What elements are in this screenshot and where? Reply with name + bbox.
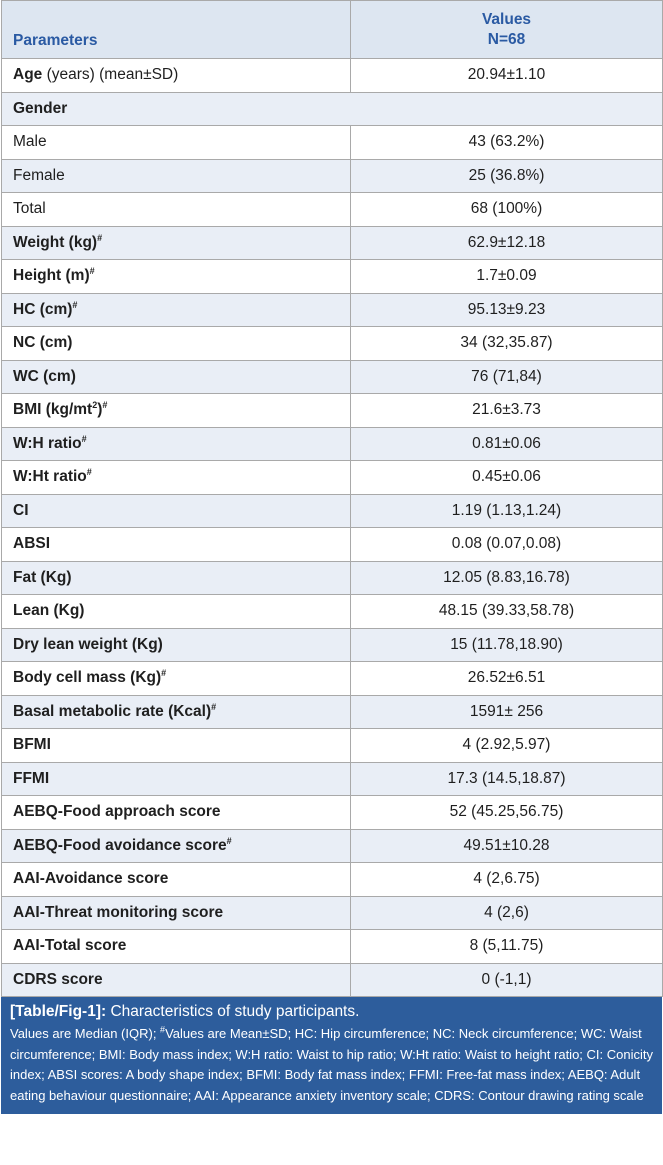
value-cell: 21.6±3.73	[351, 394, 663, 428]
value-cell: 15 (11.78,18.90)	[351, 628, 663, 662]
parameter-cell	[2, 528, 351, 562]
parameter-cell	[2, 796, 351, 830]
caption-notes-part1: Values are Median (IQR);	[10, 1026, 161, 1041]
parameter-label: Dry lean weight (Kg)	[13, 635, 163, 653]
parameter-label: Total	[13, 200, 46, 218]
parameter-cell	[2, 360, 351, 394]
table-row	[2, 762, 663, 796]
table-row	[2, 796, 663, 830]
parameter-cell	[2, 226, 351, 260]
mean-sd-marker: #	[97, 232, 103, 243]
parameter-label: BMI (kg/mt	[13, 401, 93, 419]
value-cell: 43 (63.2%)	[351, 126, 663, 160]
table-row	[2, 829, 663, 863]
parameter-cell	[2, 762, 351, 796]
parameter-cell	[2, 293, 351, 327]
table-row	[2, 494, 663, 528]
header-parameters: Parameters	[2, 1, 351, 59]
parameter-label: AAI-Total score	[13, 937, 127, 955]
parameter-cell	[2, 561, 351, 595]
parameter-label: WC (cm)	[13, 367, 76, 385]
value-cell: 68 (100%)	[351, 193, 663, 227]
parameter-cell	[2, 896, 351, 930]
value-cell: 17.3 (14.5,18.87)	[351, 762, 663, 796]
value-cell: 1.19 (1.13,1.24)	[351, 494, 663, 528]
parameter-label: CDRS score	[13, 970, 103, 988]
table-row	[2, 863, 663, 897]
value-cell: 8 (5,11.75)	[351, 930, 663, 964]
parameter-cell	[2, 863, 351, 897]
value-cell: 0.08 (0.07,0.08)	[351, 528, 663, 562]
table-row	[2, 126, 663, 160]
value-cell: 1591± 256	[351, 695, 663, 729]
parameter-cell	[2, 193, 351, 227]
parameter-label: HC (cm)	[13, 300, 73, 318]
value-cell: 1.7±0.09	[351, 260, 663, 294]
parameter-cell	[2, 59, 351, 93]
parameter-cell	[2, 729, 351, 763]
parameter-label-end: )	[97, 401, 103, 419]
value-cell: 4 (2,6)	[351, 896, 663, 930]
caption-title-text: Characteristics of study participants.	[106, 1003, 360, 1020]
parameter-cell	[2, 963, 351, 997]
value-cell: 20.94±1.10	[351, 59, 663, 93]
table-row	[2, 92, 663, 126]
parameter-cell	[2, 159, 351, 193]
table-row	[2, 896, 663, 930]
mean-sd-marker: #	[86, 467, 92, 478]
table-row	[2, 260, 663, 294]
parameter-cell	[2, 92, 663, 126]
table-row	[2, 360, 663, 394]
value-cell: 52 (45.25,56.75)	[351, 796, 663, 830]
mean-sd-marker: #	[226, 835, 232, 846]
header-values-line1: Values	[481, 10, 532, 28]
header-values-line2: N=68	[487, 30, 526, 48]
mean-sd-marker: #	[72, 299, 78, 310]
table-row	[2, 427, 663, 461]
mean-sd-marker: #	[211, 701, 217, 712]
caption-title	[10, 1003, 653, 1021]
table-row	[2, 595, 663, 629]
value-cell: 95.13±9.23	[351, 293, 663, 327]
parameter-cell	[2, 930, 351, 964]
value-cell: 25 (36.8%)	[351, 159, 663, 193]
value-cell: 4 (2,6.75)	[351, 863, 663, 897]
parameter-cell	[2, 662, 351, 696]
value-cell: 49.51±10.28	[351, 829, 663, 863]
value-cell: 4 (2.92,5.97)	[351, 729, 663, 763]
caption-notes-sup: #	[160, 1024, 166, 1035]
table-row	[2, 662, 663, 696]
parameter-cell	[2, 461, 351, 495]
table-row	[2, 59, 663, 93]
value-cell: 12.05 (8.83,16.78)	[351, 561, 663, 595]
table-row	[2, 963, 663, 997]
parameter-label: Height (m)	[13, 267, 90, 285]
table-row	[2, 193, 663, 227]
table-row	[2, 561, 663, 595]
parameter-label: Gender	[13, 99, 68, 117]
mean-sd-marker: #	[161, 668, 167, 679]
table-row	[2, 159, 663, 193]
table-row	[2, 327, 663, 361]
value-cell: 26.52±6.51	[351, 662, 663, 696]
parameter-cell	[2, 260, 351, 294]
parameter-label: FFMI	[13, 769, 50, 787]
parameter-label: AEBQ-Food approach score	[13, 803, 221, 821]
value-cell: 48.15 (39.33,58.78)	[351, 595, 663, 629]
parameter-label: Female	[13, 166, 65, 184]
table-row	[2, 695, 663, 729]
parameter-label: Male	[13, 133, 47, 151]
parameter-cell	[2, 628, 351, 662]
value-cell: 0.81±0.06	[351, 427, 663, 461]
parameter-label: Body cell mass (Kg)	[13, 669, 162, 687]
parameter-label: Weight (kg)	[13, 233, 98, 251]
parameter-suffix: (years) (mean±SD)	[42, 66, 179, 84]
value-cell: 76 (71,84)	[351, 360, 663, 394]
parameter-cell	[2, 427, 351, 461]
value-cell: 0.45±0.06	[351, 461, 663, 495]
table-row	[2, 461, 663, 495]
parameter-label: CI	[13, 501, 29, 519]
parameter-label: AAI-Avoidance score	[13, 870, 169, 888]
parameter-label: W:Ht ratio	[13, 468, 87, 486]
parameter-label: Fat (Kg)	[13, 568, 72, 586]
value-cell: 62.9±12.18	[351, 226, 663, 260]
header-values	[351, 1, 663, 59]
parameter-label: ABSI	[13, 535, 51, 553]
parameter-cell	[2, 829, 351, 863]
parameter-cell	[2, 327, 351, 361]
table-row	[2, 628, 663, 662]
table-row	[2, 729, 663, 763]
value-cell: 0 (-1,1)	[351, 963, 663, 997]
mean-sd-marker: #	[102, 400, 108, 411]
parameter-label: BFMI	[13, 736, 51, 754]
parameter-label: W:H ratio	[13, 434, 82, 452]
table-header-row	[2, 1, 663, 59]
parameter-label: Age	[13, 66, 43, 84]
characteristics-table	[1, 0, 663, 997]
parameter-label: AEBQ-Food avoidance score	[13, 836, 227, 854]
table-caption	[1, 997, 662, 1114]
caption-notes-part2: Values are Mean±SD; HC: Hip circumference; NC: Neck circumference; WC: Waist circumference; BMI: Body mass index; W:H ratio: Waist to hip ratio; W:Ht ratio: Waist to height ratio; CI: Conicity index; ABSI scores: A body shape index; BFMI: Body fat mass index; FFMI: Free-fat mass index; AEBQ: Adult eating behaviour questionnaire; AAI: Appearance anxiety inventory scale; CDRS: Contour drawing rating scale	[10, 1026, 653, 1103]
value-cell: 34 (32,35.87)	[351, 327, 663, 361]
parameter-unit-superscript: 2	[92, 400, 98, 411]
table-row	[2, 226, 663, 260]
parameter-cell	[2, 595, 351, 629]
parameter-label: NC (cm)	[13, 334, 73, 352]
caption-tag: [Table/Fig-1]:	[10, 1003, 107, 1020]
parameter-label: AAI-Threat monitoring score	[13, 903, 224, 921]
table-row	[2, 528, 663, 562]
caption-notes	[10, 1024, 653, 1106]
mean-sd-marker: #	[89, 266, 95, 277]
table-row	[2, 930, 663, 964]
table-row	[2, 394, 663, 428]
table-figure	[1, 0, 662, 1114]
parameter-cell	[2, 394, 351, 428]
parameter-cell	[2, 126, 351, 160]
parameter-cell	[2, 494, 351, 528]
mean-sd-marker: #	[81, 433, 87, 444]
table-body	[2, 59, 663, 997]
parameter-label: Lean (Kg)	[13, 602, 85, 620]
parameter-label: Basal metabolic rate (Kcal)	[13, 702, 212, 720]
parameter-cell	[2, 695, 351, 729]
table-row	[2, 293, 663, 327]
